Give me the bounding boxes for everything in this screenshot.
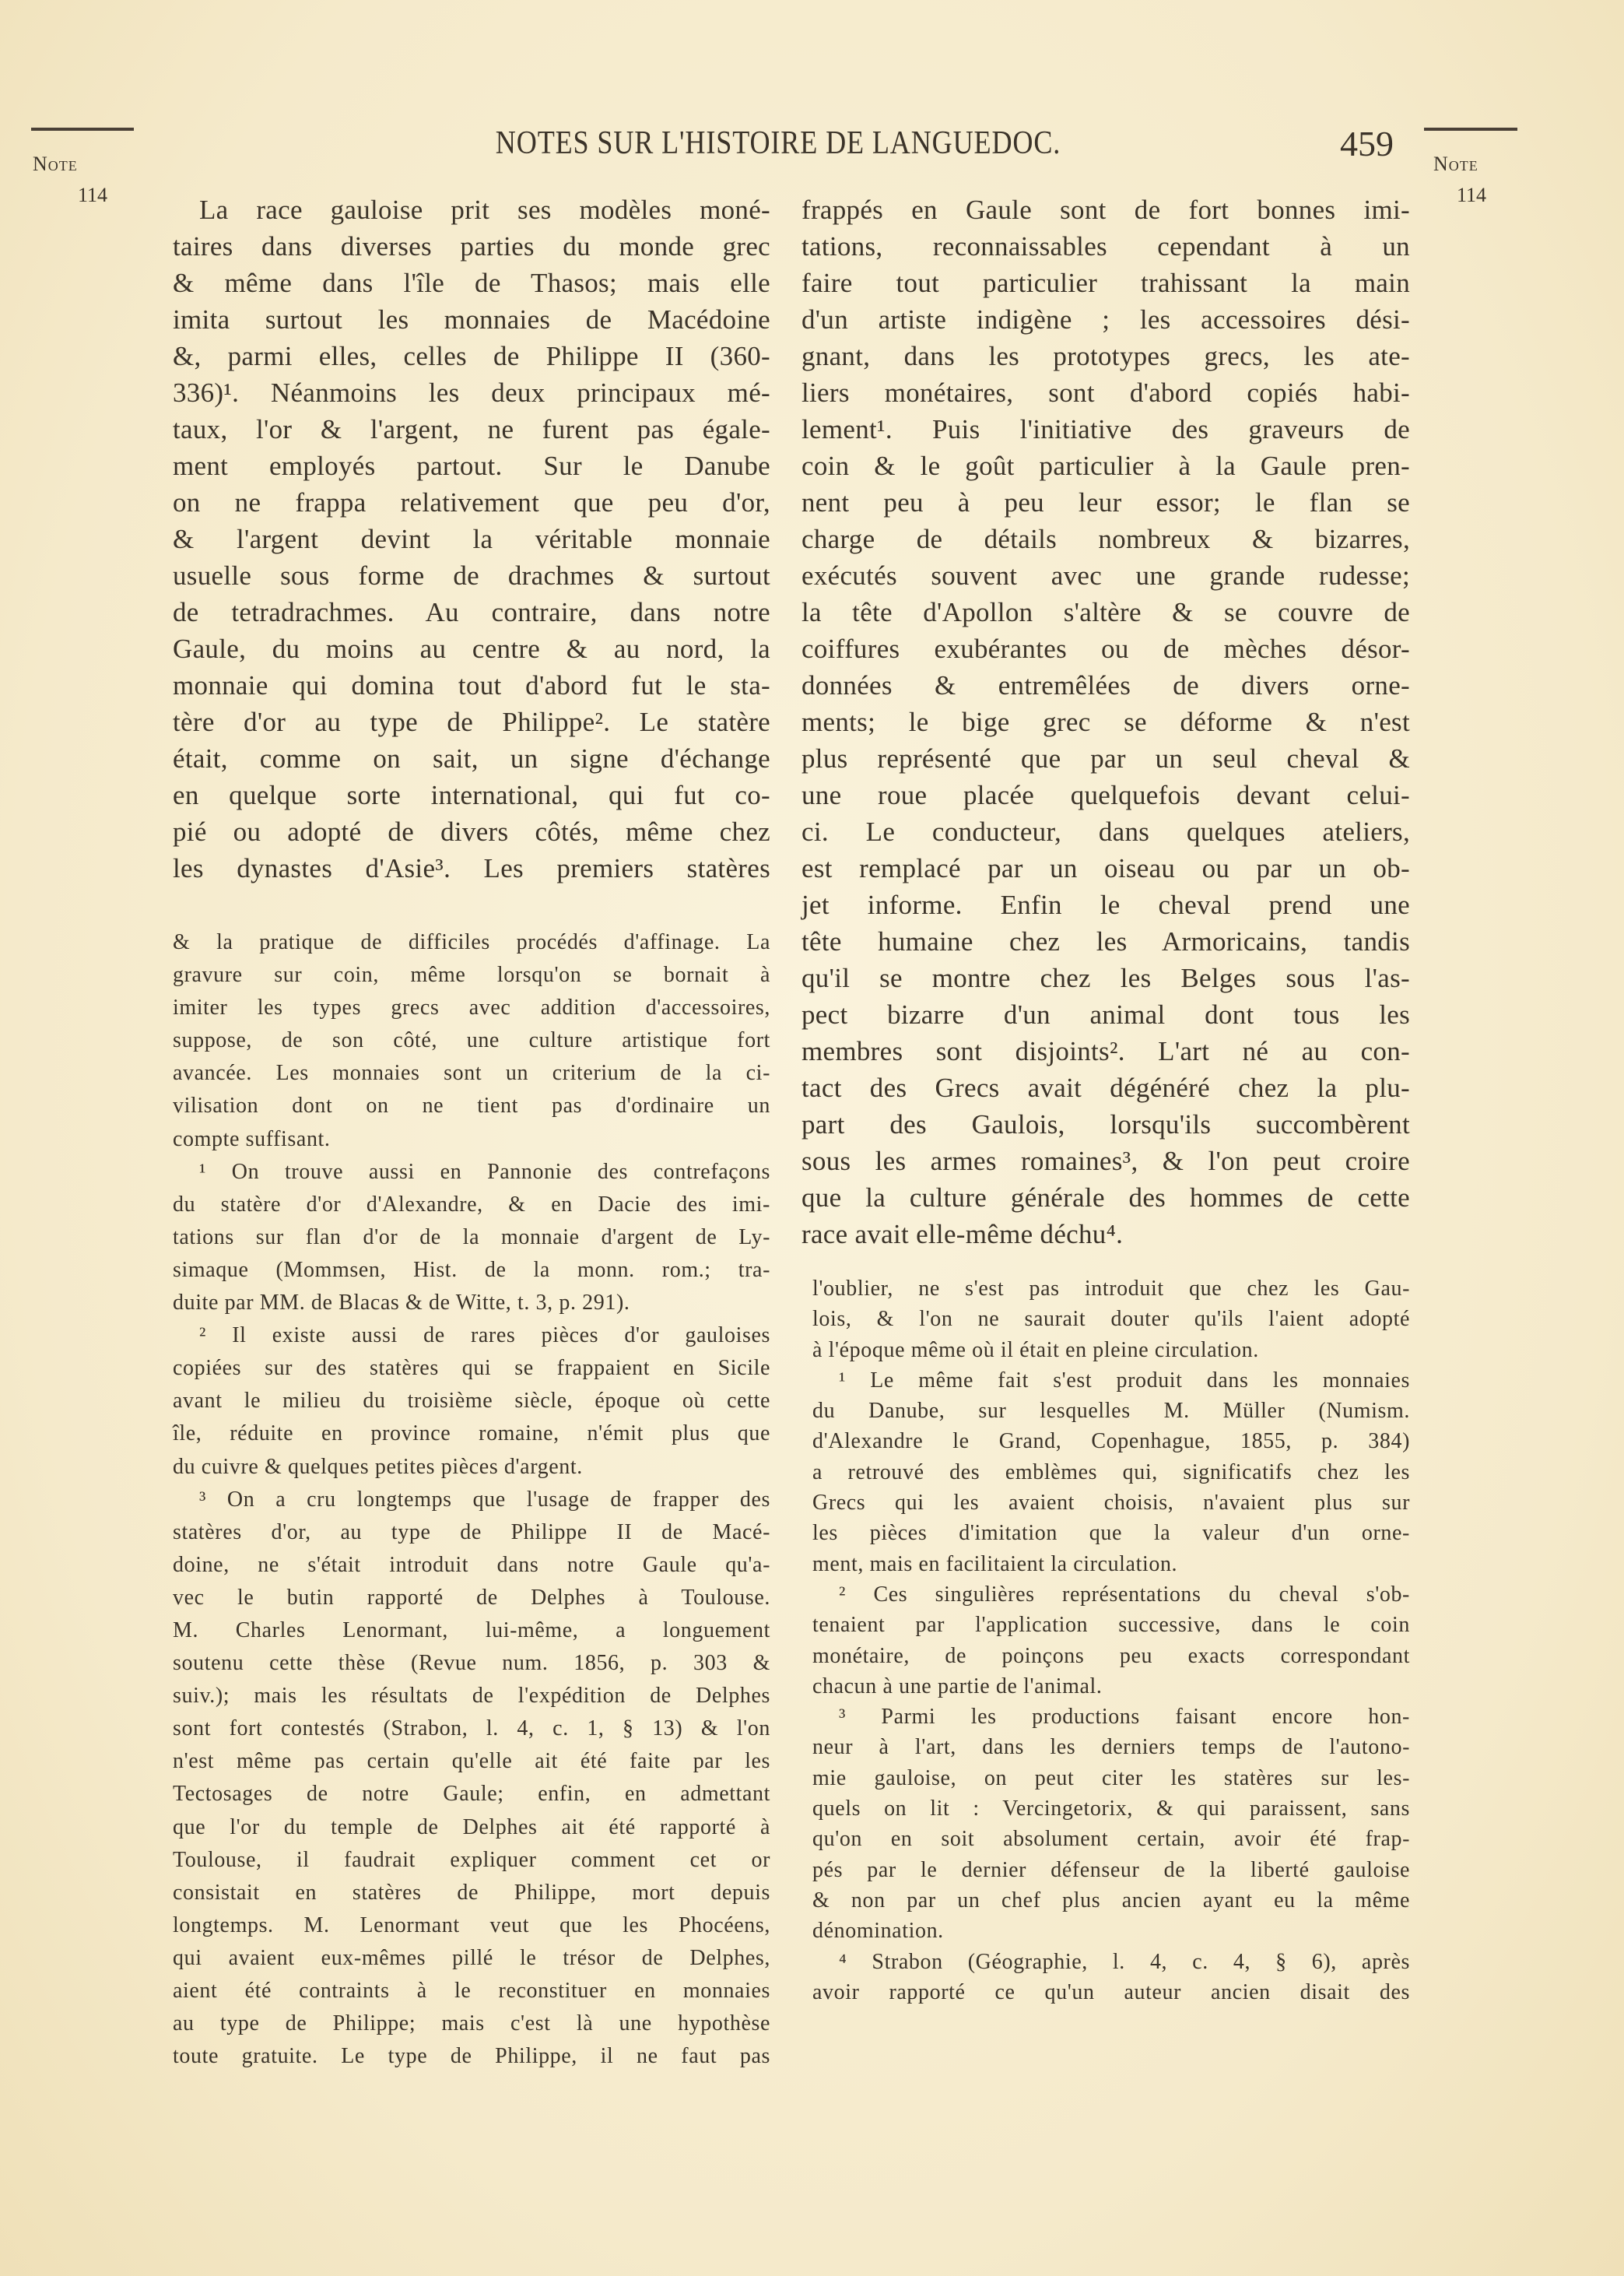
footnote-line: ¹ On trouve aussi en Pannonie des contrefaçons (199, 1159, 770, 1184)
body-text-line: tact des Grecs avait dégénéré chez la plu- (801, 1073, 1410, 1103)
footnote-line: copiées sur des statères qui se frappaient en Sicile (173, 1356, 770, 1381)
running-title: NOTES SUR L'HISTOIRE DE LANGUEDOC. (495, 125, 1061, 161)
body-text-line: 336)¹. Néanmoins les deux principaux mé- (173, 378, 770, 408)
body-text-line: une roue placée quelquefois devant celui- (801, 780, 1410, 810)
body-text-line: part des Gaulois, lorsqu'ils succombèrent (801, 1109, 1410, 1140)
body-text-line: exécutés souvent avec une grande rudesse; (801, 560, 1410, 591)
body-text-line: pect bizarre d'un animal dont tous les (801, 999, 1410, 1030)
footnote-line: a retrouvé des emblèmes qui, significatifs chez les (812, 1459, 1410, 1484)
footnote-line: compte suffisant. (173, 1126, 331, 1151)
footnote-line: lois, & l'on ne saurait douter qu'ils l'aient adopté (812, 1307, 1410, 1332)
footnote-line: gravure sur coin, même lorsqu'on se bornait à (173, 963, 770, 988)
body-text-line: jet informe. Enfin le cheval prend une (801, 890, 1410, 920)
footnote-line: toute gratuite. Le type de Philippe, il ne faut pas (173, 2044, 770, 2069)
body-text-line: usuelle sous forme de drachmes & surtout (173, 560, 770, 591)
footnote-line: aient été contraints à le reconstituer en monnaies (173, 1979, 770, 2003)
body-text-line: sous les armes romaines³, & l'on peut croire (801, 1146, 1410, 1176)
footnote-line: Tectosages de notre Gaule; enfin, en admettant (173, 1782, 770, 1807)
body-text-line: & même dans l'île de Thasos; mais elle (173, 268, 770, 298)
body-text-line: gnant, dans les prototypes grecs, les ate- (801, 341, 1410, 371)
footnote-line: ³ Parmi les productions faisant encore hon- (839, 1705, 1410, 1730)
footnote-line: simaque (Mommsen, Hist. de la monn. rom.; tra- (173, 1257, 770, 1282)
footnote-line: vec le butin rapporté de Delphes à Toulouse. (173, 1585, 770, 1610)
body-text-line: ments; le bige grec se déforme & n'est (801, 707, 1410, 737)
footnote-line: sont fort contestés (Strabon, l. 4, c. 1, § 13) & l'on (173, 1716, 770, 1741)
footnote-line: vilisation dont on ne tient pas d'ordinaire un (173, 1094, 770, 1119)
footnote-line: les pièces d'imitation que la valeur d'un orne- (812, 1521, 1410, 1546)
margin-note-label-left: Note (33, 153, 78, 175)
body-text-line: coin & le goût particulier à la Gaule pren- (801, 451, 1410, 481)
footnote-line: ⁴ Strabon (Géographie, l. 4, c. 4, § 6), après (839, 1949, 1410, 1974)
footnote-line: au type de Philippe; mais c'est là une hypothèse (173, 2011, 770, 2036)
body-text-line: d'un artiste indigène ; les accessoires dési- (801, 304, 1410, 335)
footnote-line: qui avaient eux-mêmes pillé le trésor de Delphes, (173, 1945, 770, 1970)
footnote-line: tations sur flan d'or de la monnaie d'argent de Ly- (173, 1224, 770, 1249)
footnote-line: avant le milieu du troisième siècle, époque où cette (173, 1389, 770, 1414)
body-text-line: taux, l'or & l'argent, ne furent pas égale- (173, 414, 770, 444)
body-text-line: monnaie qui domina tout d'abord fut le sta- (173, 670, 770, 701)
footnote-line: du statère d'or d'Alexandre, & en Dacie des imi- (173, 1192, 770, 1217)
footnote-line: île, réduite en province romaine, n'émit plus que (173, 1421, 770, 1446)
footnote-line: neur à l'art, dans les derniers temps de l'autono- (812, 1735, 1410, 1760)
footnote-line: dénomination. (812, 1919, 944, 1944)
body-text-line: faire tout particulier trahissant la main (801, 268, 1410, 298)
body-text-line: nent peu à peu leur essor; le flan se (801, 487, 1410, 518)
footnote-line: & non par un chef plus ancien ayant eu la même (812, 1888, 1410, 1912)
footnote-line: ¹ Le même fait s'est produit dans les monnaies (839, 1368, 1410, 1393)
footnote-line: ³ On a cru longtemps que l'usage de frapper des (199, 1487, 770, 1512)
footnote-line: statères d'or, au type de Philippe II de Macé- (173, 1519, 770, 1544)
footnote-line: mie gauloise, on peut citer les statères sur les- (812, 1765, 1410, 1790)
body-text-line: en quelque sorte international, qui fut co- (173, 780, 770, 810)
footnote-line: Toulouse, il faudrait expliquer comment cet or (173, 1847, 770, 1872)
body-text-line: la tête d'Apollon s'altère & se couvre de (801, 597, 1410, 627)
body-text-line: pié ou adopté de divers côtés, même chez (173, 817, 770, 847)
footnote-line: M. Charles Lenormant, lui-même, a longuement (173, 1617, 770, 1642)
body-text-line: on ne frappa relativement que peu d'or, (173, 487, 770, 518)
margin-note-number-right: 114 (1457, 184, 1487, 206)
footnote-line: imiter les types grecs avec addition d'accessoires, (173, 996, 770, 1020)
footnote-line: pés par le dernier défenseur de la liberté gauloise (812, 1857, 1410, 1882)
footnote-line: avoir rapporté ce qu'un auteur ancien disait des (812, 1979, 1410, 2004)
right-margin-rule (1424, 128, 1517, 131)
footnote-line: quels on lit : Vercingetorix, & qui paraissent, sans (812, 1797, 1410, 1821)
footnote-line: ² Il existe aussi de rares pièces d'or gauloises (199, 1323, 770, 1348)
left-margin-rule (31, 128, 134, 131)
body-text-line: tère d'or au type de Philippe². Le statère (173, 707, 770, 737)
body-text-line: membres sont disjoints². L'art né au con- (801, 1036, 1410, 1066)
footnote-line: ² Ces singulières représentations du cheval s'ob- (839, 1582, 1410, 1607)
footnote-line: duite par MM. de Blacas & de Witte, t. 3, p. 291). (173, 1291, 630, 1315)
footnote-line: du cuivre & quelques petites pièces d'argent. (173, 1454, 583, 1479)
footnote-line: suiv.); mais les résultats de l'expédition de Delphes (173, 1684, 770, 1709)
body-text-line: frappés en Gaule sont de fort bonnes imi- (801, 195, 1410, 225)
body-text-line: tations, reconnaissables cependant à un (801, 231, 1410, 262)
margin-note-number-left: 114 (78, 184, 108, 206)
body-text-line: données & entremêlées de divers orne- (801, 670, 1410, 701)
body-text-line: tête humaine chez les Armoricains, tandis (801, 926, 1410, 957)
body-text-line: ci. Le conducteur, dans quelques ateliers, (801, 817, 1410, 847)
footnote-line: d'Alexandre le Grand, Copenhague, 1855, p. 384) (812, 1429, 1410, 1454)
body-text-line: imita surtout les monnaies de Macédoine (173, 304, 770, 335)
body-text-line: charge de détails nombreux & bizarres, (801, 524, 1410, 554)
body-text-line: qu'il se montre chez les Belges sous l'as- (801, 963, 1410, 993)
footnote-line: monétaire, de poinçons peu exacts correspondant (812, 1643, 1410, 1668)
footnote-line: qu'on en soit absolument certain, avoir été frap- (812, 1827, 1410, 1852)
right-column-footnotes (812, 1273, 1410, 2007)
body-text-line: ment employés partout. Sur le Danube (173, 451, 770, 481)
body-text-line: lement¹. Puis l'initiative des graveurs de (801, 414, 1410, 444)
margin-note-label-right: Note (1433, 153, 1478, 175)
body-text-line: taires dans diverses parties du monde grec (173, 231, 770, 262)
footnote-line: avancée. Les monnaies sont un criterium de la ci- (173, 1061, 770, 1086)
left-column-body (173, 191, 770, 887)
body-text-line: les dynastes d'Asie³. Les premiers statères (173, 853, 770, 883)
body-text-line: est remplacé par un oiseau ou par un ob- (801, 853, 1410, 883)
footnote-line: Grecs qui les avaient choisis, n'avaient plus sur (812, 1491, 1410, 1516)
body-text-line: &, parmi elles, celles de Philippe II (360- (173, 341, 770, 371)
footnote-line: doine, ne s'était introduit dans notre Gaule qu'a- (173, 1552, 770, 1577)
left-column-footnotes (173, 926, 770, 2073)
footnote-line: à l'époque même où il était en pleine circulation. (812, 1337, 1259, 1362)
footnote-line: tenaient par l'application successive, dans le coin (812, 1613, 1410, 1638)
body-text-line: coiffures exubérantes ou de mèches désor- (801, 634, 1410, 664)
footnote-line: & la pratique de difficiles procédés d'affinage. La (173, 930, 770, 954)
footnote-line: soutenu cette thèse (Revue num. 1856, p. 303 & (173, 1651, 770, 1676)
body-text-line: de tetradrachmes. Au contraire, dans notre (173, 597, 770, 627)
body-text-line: La race gauloise prit ses modèles moné- (199, 195, 770, 225)
body-text-line: & l'argent devint la véritable monnaie (173, 524, 770, 554)
right-column-body (801, 191, 1410, 1252)
footnote-line: n'est même pas certain qu'elle ait été faite par les (173, 1749, 770, 1774)
footnote-line: du Danube, sur lesquelles M. Müller (Numism. (812, 1399, 1410, 1424)
footnote-line: ment, mais en facilitaient la circulation. (812, 1551, 1178, 1576)
body-text-line: Gaule, du moins au centre & au nord, la (173, 634, 770, 664)
footnote-line: longtemps. M. Lenormant veut que les Phocéens, (173, 1912, 770, 1937)
footnote-line: suppose, de son côté, une culture artistique fort (173, 1028, 770, 1053)
body-text-line: race avait elle-même déchu⁴. (801, 1219, 1124, 1249)
footnote-line: l'oublier, ne s'est pas introduit que chez les Gau- (812, 1277, 1410, 1301)
body-text-line: que la culture générale des hommes de cette (801, 1182, 1410, 1213)
footnote-line: consistait en statères de Philippe, mort depuis (173, 1880, 770, 1905)
page-number: 459 (1340, 124, 1394, 163)
footnote-line: chacun à une partie de l'animal. (812, 1674, 1103, 1698)
body-text-line: liers monétaires, sont d'abord copiés habi- (801, 378, 1410, 408)
body-text-line: était, comme on sait, un signe d'échange (173, 743, 770, 774)
body-text-line: plus représenté que par un seul cheval & (801, 743, 1410, 774)
footnote-line: que l'or du temple de Delphes ait été rapporté à (173, 1814, 770, 1839)
